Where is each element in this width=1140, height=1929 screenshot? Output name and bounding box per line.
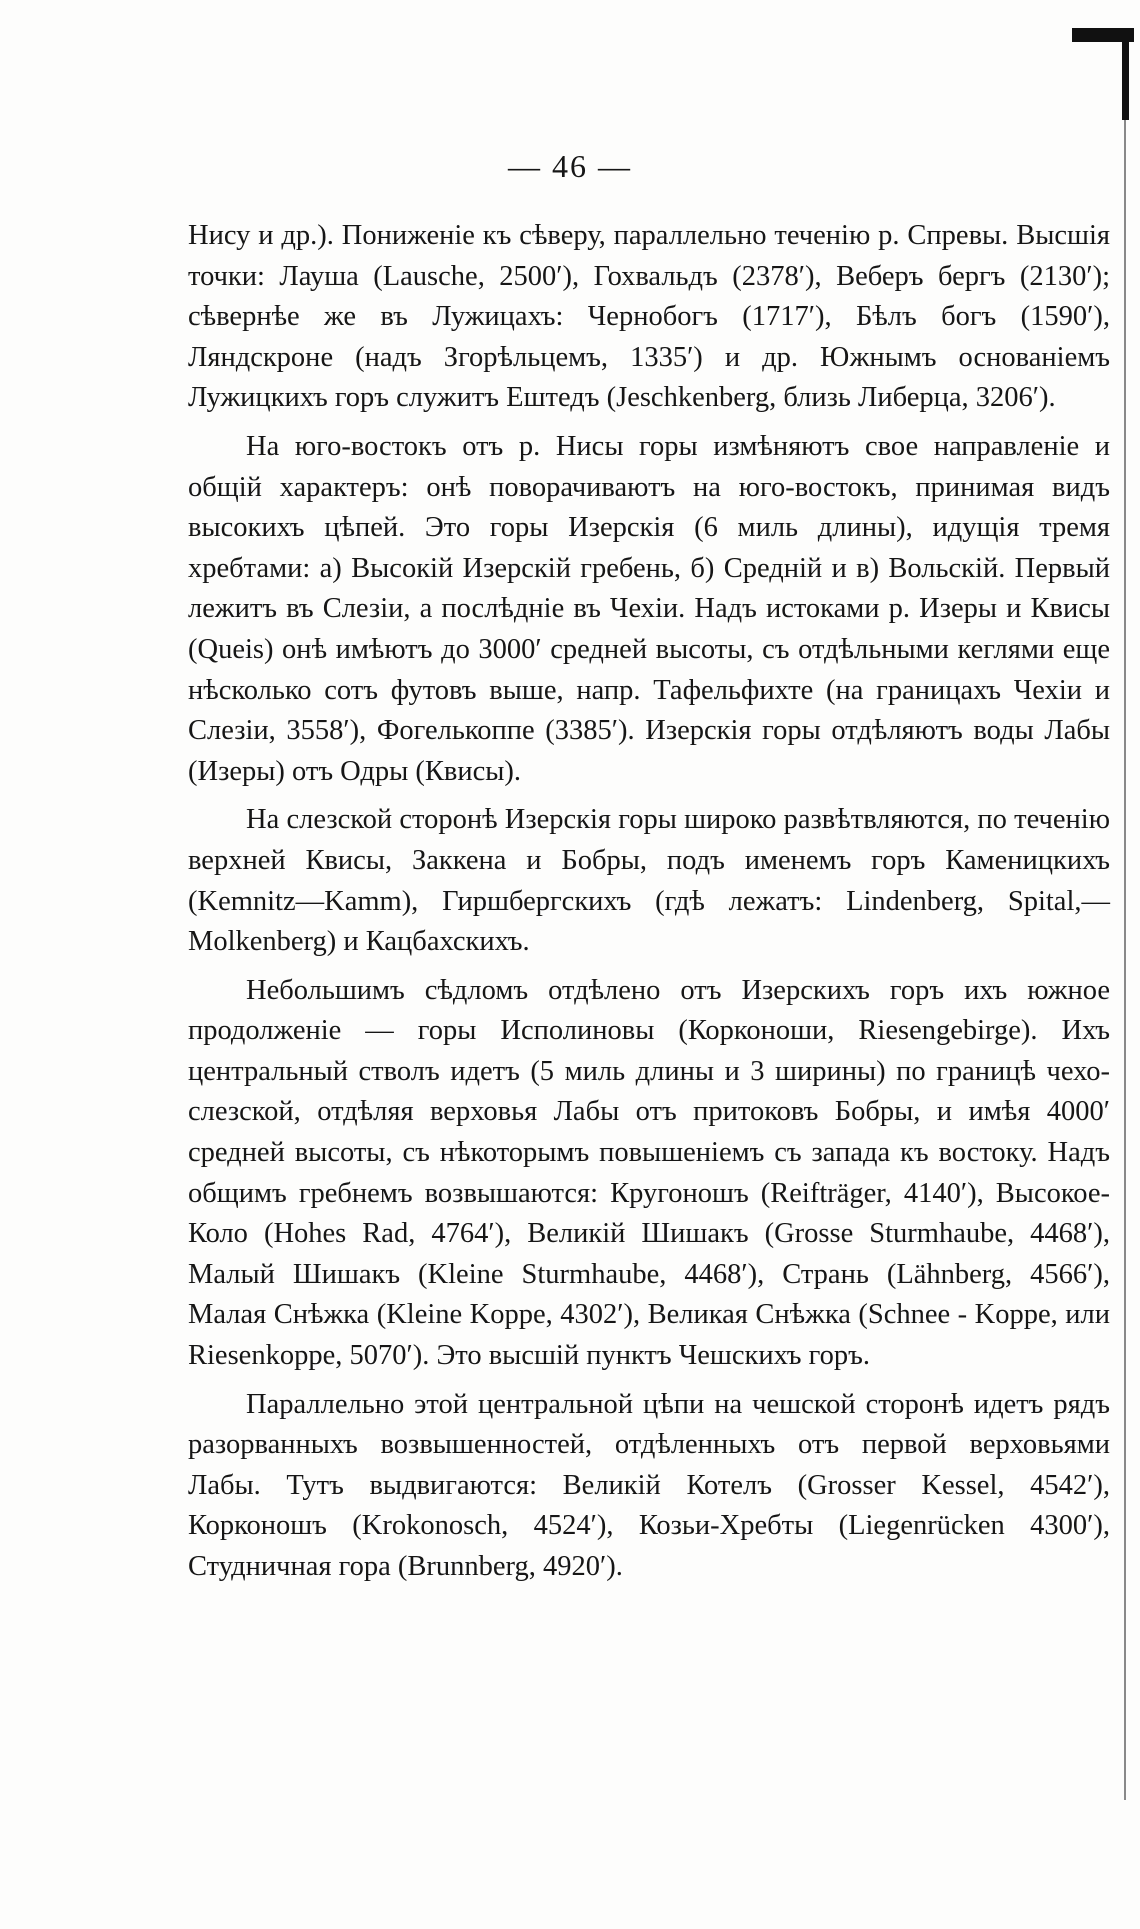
paragraph-2: На юго-востокъ отъ р. Нисы горы измѣняютъ свое направленіе и общій характеръ: онѣ поворачиваютъ на юго-востокъ, принимая видъ высокихъ цѣпей. Это горы Изерскія (6 миль длины), идущія тремя хребтами: а) Высокій Изерскій гребень, б) Средній и в) Вольскій. Первый лежитъ въ Слезіи, а послѣдніе въ Чехіи. Надъ истоками р. Изеры и Квисы (Queis) онѣ имѣютъ до 3000′ средней высоты, съ отдѣльными кеглями еще нѣсколько сотъ футовъ выше, напр. Тафельфихте (на границахъ Чехіи и Слезіи, 3558′), Фогелькоппе (3385′). Изерскія горы отдѣляютъ воды Лабы (Изеры) отъ Одры (Квисы). — [188, 430, 1110, 787]
body-text — [188, 216, 1110, 1596]
scan-artifact-edge-line — [1124, 120, 1126, 1800]
paragraph-4: Небольшимъ сѣдломъ отдѣлено отъ Изерскихъ горъ ихъ южное продолженіе — горы Исполиновы (Корконоши, Riesengebirge). Ихъ центральный стволъ идетъ (5 миль длины и 3 ширины) по границѣ чехо-слезской, отдѣляя верховья Лабы отъ притоковъ Бобры, и имѣя 4000′ средней высоты, съ нѣкоторымъ повышеніемъ съ запада къ востоку. Надъ общимъ гребнемъ возвышаются: Кругоношъ (Reifträger, 4140′), Высокое-Коло (Hohes Rad, 4764′), Великій Шишакъ (Grosse Sturmhaube, 4468′), Малый Шишакъ (Kleine Sturmhaube, 4468′), Странь (Lähnberg, 4566′), Малая Снѣжка (Kleine Koppe, 4302′), Великая Снѣжка (Schnee - Koppe, или Riesenkoppe, 5070′). Это высшій пунктъ Чешскихъ горъ. — [188, 974, 1110, 1372]
paragraph-1: Нису и др.). Пониженіе къ сѣверу, параллельно теченію р. Спревы. Высшія точки: Лауша (Lausche, 2500′), Гохвальдъ (2378′), Веберъ бергъ (2130′); сѣвернѣе же въ Лужицахъ: Чернобогъ (1717′), Бѣлъ богъ (1590′), Ляндскроне (надъ Згорѣльцемъ, 1335′) и др. Южнымъ основаніемъ Лужицкихъ горъ служитъ Ештедъ (Jeschkenberg, близь Либерца, 3206′). — [188, 220, 1110, 414]
scan-artifact-bar — [1122, 28, 1129, 120]
paragraph-5: Параллельно этой центральной цѣпи на чешской сторонѣ идетъ рядъ разорванныхъ возвышенностей, отдѣленныхъ отъ первой верховьями Лабы. Тутъ выдвигаются: Великій Котелъ (Grosser Kessel, 4542′), Корконошъ (Krokonosch, 4524′), Козьи-Хребты (Liegenrücken 4300′), Студничная гора (Brunnberg, 4920′). — [188, 1388, 1110, 1582]
paragraph-3: На слезской сторонѣ Изерскія горы широко развѣтвляются, по теченію верхней Квисы, Заккена и Бобры, подъ именемъ горъ Каменицкихъ (Kemnitz—Kamm), Гиршбергскихъ (гдѣ лежатъ: Lindenberg, Spital,—Molkenberg) и Кацбахскихъ. — [188, 804, 1110, 958]
page-number: — 46 — — [508, 148, 632, 184]
